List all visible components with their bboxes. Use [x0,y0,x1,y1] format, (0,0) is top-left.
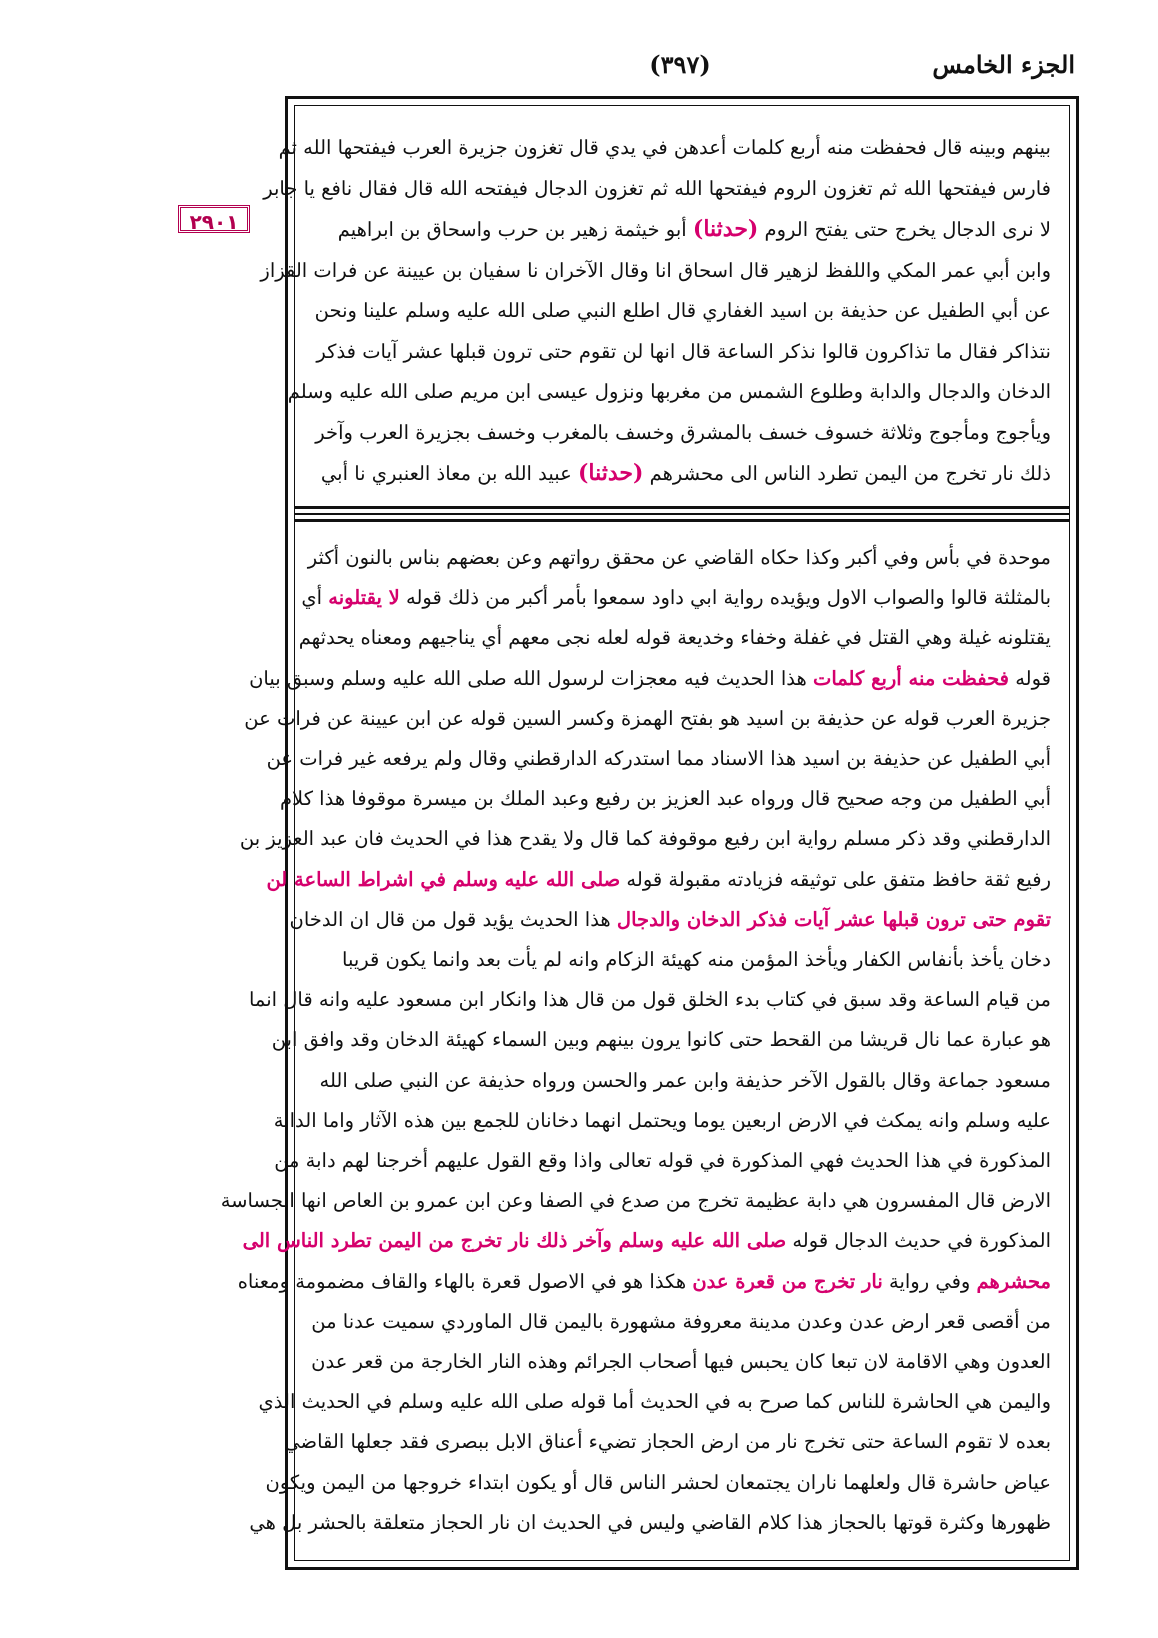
sharh-line [313,1342,1051,1382]
text-run: من قيام الساعة وقد سبق في كتاب بدء الخلق قول من قال هذا وانكار ابن مسعود عليه وانه قال انما [248,988,1051,1012]
text-run: بعده لا تقوم الساعة حتى تخرج نار من ارض الحجاز تضيء أعناق الابل ببصرى فقد جعلها القاضي [284,1430,1051,1454]
matn-line [260,251,1051,292]
sharh-line [248,980,1051,1020]
quoted-phrase: صلى الله عليه وسلم في اشراط الساعة لن [266,867,621,891]
matn-section [260,106,1069,506]
text-run: ذلك نار تخرج من اليمن تطرد الناس الى محشرهم [643,462,1051,485]
text-run: بالمثلثة قالوا والصواب الاول ويؤيده رواية ابي داود سمعوا بأمر أكبر من ذلك قوله [399,586,1051,610]
sharh-line [266,739,1051,779]
quoted-phrase: نار تخرج من قعرة عدن [692,1269,883,1293]
sharh-section [220,526,1069,1560]
matn-line [313,209,1051,251]
sharh-line [313,1302,1051,1342]
page-number: (٣٩٧) [649,50,711,79]
sharh-line [273,1101,1051,1141]
sharh-line [237,1262,1051,1302]
matn-line [263,169,1051,210]
sharh-line [220,1181,1051,1221]
section-divider [295,506,1069,522]
text-run: رفيع ثقة حافظ متفق على توثيقه فزيادته مقبولة قوله [620,867,1051,891]
text-run: هكذا هو في الاصول قعرة بالهاء والقاف مضمومة ومعناه [237,1269,693,1293]
text-run: دخان يأخذ بأنفاس الكفار ويأخذ المؤمن منه كهيئة الزكام وانه لم يأت بعد وانما يكون قريبا [342,948,1051,972]
sharh-line [266,860,1051,900]
text-run: موحدة في بأس وفي أكبر وكذا حكاه القاضي عن محقق رواتهم وعن بعضهم بناس بالنون أكثر [307,546,1051,569]
text-run: أبو خيثمة زهير بن حرب واسحاق بن ابراهيم [337,218,693,241]
sharh-line [313,1061,1051,1101]
text-run: عبيد الله بن معاذ العنبري نا أبي [320,462,578,485]
text-run: المذكورة في حديث الدجال قوله [786,1229,1051,1253]
sharh-line [265,1463,1051,1503]
haddathana-marker: (حدثنا) [692,216,759,242]
matn-line [313,453,1051,495]
text-run: ظهورها وكثرة قوتها بالحجاز هذا كلام القاضي وليس في الحديث ان نار الحجاز متعلقة بالحشر بل هي [249,1510,1051,1534]
matn-line [313,332,1051,373]
text-run: جزيرة العرب قوله عن حذيفة بن اسيد هو بفتح الهمزة وكسر السين قوله عن ابن عيينة عن فرات عن [244,706,1051,730]
text-run: قوله [1009,666,1051,690]
text-run: يقتلونه غيلة وهي القتل في غفلة وخفاء وخديعة قوله لعله نجى معهم أي يناجيهم ومعناه يحدثهم [298,626,1051,650]
text-run: الارض قال المفسرون هي دابة عظيمة تخرج من صدع في الصفا وعن ابن عمرو بن العاص انها الجساسة [220,1189,1051,1213]
part-title: الجزء الخامس [932,50,1075,79]
text-run: أبي الطفيل عن حذيفة بن اسيد هذا الاسناد مما استدركه الدارقطني وقال ولم يرفعه غير فرات عن [266,747,1051,771]
sharh-text [220,538,1051,1543]
page-frame-inner [220,105,1070,1561]
haddathana-marker: (حدثنا) [578,460,644,486]
text-run: أي [301,586,329,610]
quoted-phrase: فحفظت منه أربع كلمات [812,666,1009,690]
sharh-line [274,1141,1051,1181]
quoted-phrase: لا يقتلونه [328,586,400,610]
sharh-line [284,1422,1051,1462]
text-run: ويأجوج ومأجوج وثلاثة خسوف خسف بالمشرق وخسف بالمغرب وخسف بجزيرة العرب وآخر [315,420,1051,444]
sharh-line [289,900,1051,940]
page-frame [220,96,1079,1570]
text-run: وابن أبي عمر المكي واللفظ لزهير قال اسحاق انا وقال الآخران نا سفيان بن عيينة عن فرات القزاز [260,258,1051,282]
matn-text [260,128,1051,495]
text-run: بينهم وبينه قال فحفظت منه أربع كلمات أعدهن في يدي قال تغزون جزيرة العرب فيفتحها الله ثم [278,136,1051,159]
text-run: المذكورة في هذا الحديث فهي المذكورة في قوله تعالى واذا وقع القول عليهم أخرجنا لهم دابة من [274,1149,1051,1173]
text-run: الدارقطني وقد ذكر مسلم رواية ابن رفيع موقوفة كما قال ولا يقدح هذا في الحديث فان عبد العزيز بن [239,827,1051,851]
matn-line [313,413,1051,454]
sharh-line [298,618,1051,658]
quoted-phrase: محشرهم [976,1269,1051,1293]
text-run: عن أبي الطفيل عن حذيفة بن اسيد الغفاري قال اطلع النبي صلى الله عليه وسلم علينا ونحن [314,299,1051,322]
matn-line [287,372,1051,413]
hadith-number-badge: ٢٩٠١ [178,205,250,233]
text-run: فارس فيفتحها الله ثم تغزون الروم فيفتحها الله ثم تغزون الدجال فيفتحه الله قال فقال نافع يا جابر [263,176,1051,200]
sharh-line [271,1020,1051,1060]
sharh-line [301,578,1051,618]
text-run: أبي الطفيل من وجه صحيح قال ورواه عبد العزيز بن رفيع وعبد الملك بن ميسرة موقوفا هذا كلام [279,787,1051,811]
text-run: نتذاكر فقال ما تذاكرون قالوا نذكر الساعة قال انها لن تقوم حتى ترون قبلها عشر آيات فذكر [316,339,1051,363]
sharh-line [313,940,1051,980]
text-run: من أقصى قعر ارض عدن وعدن مدينة معروفة مشهورة باليمن قال الماوردي سميت عدنا من [311,1309,1051,1333]
sharh-line [249,659,1051,699]
text-run: عليه وسلم وانه يمكث في الارض اربعين يوما ويحتمل انهما دخانان للجمع بين هذه الآثار واما الدابة [273,1108,1051,1132]
sharh-line [307,538,1051,578]
sharh-line [258,1382,1051,1422]
text-run: الدخان والدجال والدابة وطلوع الشمس من مغربها ونزول عيسى ابن مريم صلى الله عليه وسلم [287,380,1051,403]
text-run: العدون وهي الاقامة لان تبعا كان يحبس فيها أصحاب الجرائم وهذه النار الخارجة من قعر عدن [311,1350,1051,1374]
matn-line [278,128,1051,169]
sharh-line [242,1221,1051,1261]
text-run: لا نرى الدجال يخرج حتى يفتح الروم [758,218,1051,241]
text-run: مسعود جماعة وقال بالقول الآخر حذيفة وابن عمر والحسن ورواه حذيفة عن النبي صلى الله [319,1068,1051,1092]
text-run: واليمن هي الحاشرة للناس كما صرح به في الحديث أما قوله صلى الله عليه وسلم في الحديث الذي [258,1390,1051,1414]
text-run: عياض حاشرة قال ولعلهما ناران يجتمعان لحشر الناس قال أو يكون ابتداء خروجها من اليمن ويكون [265,1470,1051,1494]
text-run: هو عبارة عما نال قريشا من القحط حتى كانوا يرون بينهم وبين السماء كهيئة الدخان وقد وافق ابن [271,1028,1051,1052]
text-run: هذا الحديث يؤيد قول من قال ان الدخان [289,907,617,931]
sharh-line [249,1503,1051,1543]
quoted-phrase: تقوم حتى ترون قبلها عشر آيات فذكر الدخان والدجال [616,907,1051,931]
text-run: وفي رواية [882,1269,977,1293]
sharh-line [279,779,1051,819]
text-run: هذا الحديث فيه معجزات لرسول الله صلى الله عليه وسلم وسبق بيان [249,666,813,690]
sharh-line [244,699,1051,739]
page-header [285,50,1075,100]
matn-line [313,291,1051,332]
sharh-line [239,819,1051,859]
quoted-phrase: صلى الله عليه وسلم وآخر ذلك نار تخرج من اليمن تطرد الناس الى [242,1229,787,1253]
